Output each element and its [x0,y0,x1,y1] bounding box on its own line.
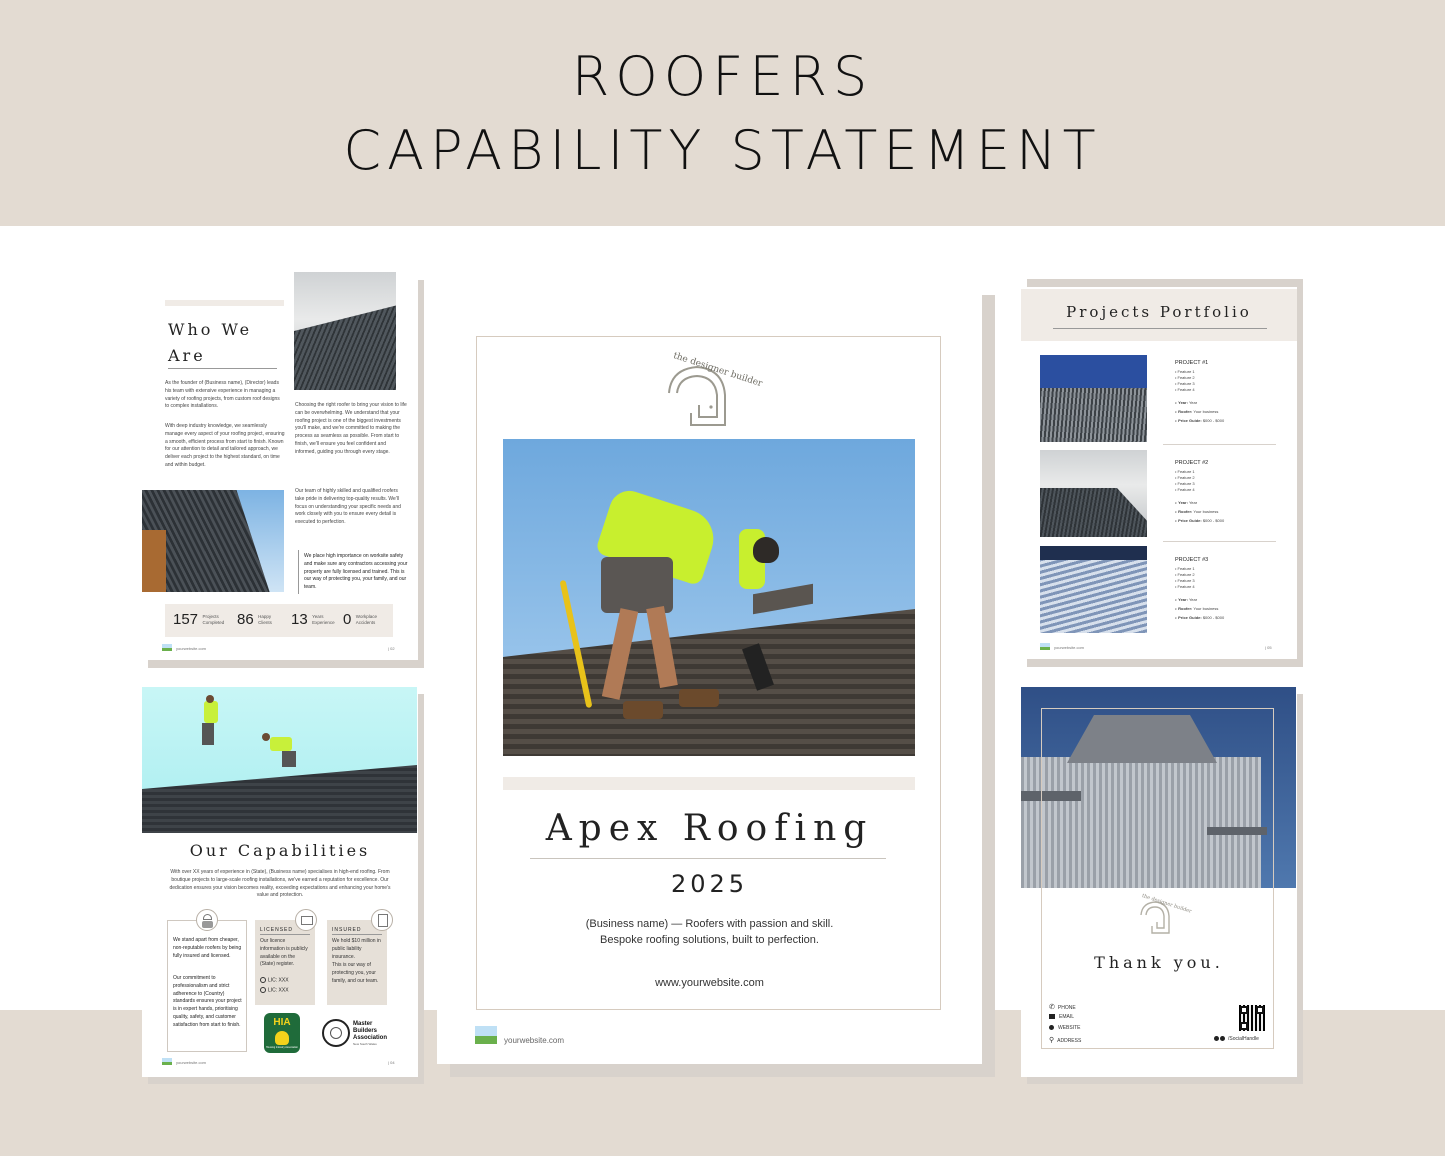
capabilities-heading: Our Capabilities [189,841,371,860]
insured-text1: We hold $10 million in public liability insurance. [332,938,381,960]
thanks-title: Thank you. [1094,953,1224,972]
stat-clients: 86 Happy Clients [237,611,272,628]
phone-icon: ✆ [1049,1004,1055,1011]
quote-rule [298,550,299,594]
accent-bar [165,300,284,306]
licensed-title: LICENSED [260,927,294,933]
who-para4: Our team of highly skilled and qualified roofers take pride in delivering top-quality results. We'll focus on understanding your specific needs and work closely with you to ensure every detail is executed to perfection. [295,488,401,525]
divider [1163,444,1276,445]
header-band [0,0,1445,226]
roof-photo-2 [142,490,284,592]
mba-logo-text: Master Builders Association New South Wales [353,1021,388,1046]
location-pin-icon: ⚲ [1049,1037,1055,1044]
lic-line-1: LIC: XXX [260,977,289,983]
worker-icon [196,909,218,931]
page-number: | 02 [388,646,395,651]
designer-builder-logo: the designer builder [665,355,755,430]
footer-url[interactable]: yourwebsite.com [176,1060,207,1065]
divider [1163,541,1276,542]
who-para1: As the founder of (Business name), (Director) leads his team with extensive experience in managing a variety of roofing projects, from custom roof designs to complex installations. [165,380,280,410]
lic-line-2: LIC: XXX [260,987,289,993]
facebook-icon [1220,1036,1225,1041]
capability-box-main [167,920,247,1052]
cover-year: 2025 [670,870,749,898]
page-thank-you [1021,687,1297,1077]
project-3-photo [1040,546,1147,633]
page-who-we-are [142,272,418,660]
stat-projects: 157 Projects Completed [173,611,225,628]
thanks-frame [1041,708,1274,1049]
footer-logo-icon [162,644,172,651]
certificate-icon [295,909,317,931]
insured-text2: This is our way of protecting you, your family, and our team. [332,962,379,984]
designer-builder-logo-small: the designer builder [1139,895,1187,937]
hia-logo: HIA Housing Industry Association [264,1013,300,1053]
cover-photo-roofer [503,439,915,756]
contact-email[interactable]: EMAIL [1049,1014,1074,1020]
portfolio-heading: Projects Portfolio [1066,303,1252,321]
accent-bar [503,777,915,790]
document-icon [371,909,393,931]
licensed-text: Our licence information is publicly available on the (State) register. [260,938,308,968]
stats-bar [165,604,393,637]
insured-box [327,920,387,1005]
main-title-line1: ROOFERS [571,45,874,108]
contact-address[interactable]: ⚲ ADDRESS [1049,1037,1082,1044]
portfolio-header [1021,289,1297,341]
cover-tagline: (Business name) — Roofers with passion and skill. Bespoke roofing solutions, built to perfection. [585,918,834,946]
box-main-text2: Our commitment to professionalism and strict adherence to (Country) standards ensures your project is in expert hands, prioritising quality, safety, and customer satisfaction from start to finish. [173,975,242,1028]
roof-photo-1 [294,272,396,390]
page-portfolio [1021,287,1297,659]
social-handle[interactable]: /SocialHandle [1214,1036,1259,1042]
footer-logo-icon [1040,643,1050,650]
mba-seal-icon [322,1019,350,1047]
licensed-box [255,920,315,1005]
roofers-photo [142,687,417,833]
stat-accidents: 0 Workplace Accidents [343,611,377,628]
footer-url[interactable]: yourwebsite.com [1054,645,1085,650]
qr-code-icon[interactable] [1239,1005,1265,1031]
footer-url[interactable]: yourwebsite.com [504,1036,565,1045]
title-rule [530,858,886,859]
main-title-line2: CAPABILITY STATEMENT [343,119,1102,182]
who-para3: Choosing the right roofer to bring your vision to life can be overwhelming. We understand that your roofing project is one of the biggest investments you'll make, and we're committed to making the process as seamless as possible. From start to finish, we'll ensure you feel confident and informed, guiding you through every stage. [295,402,407,455]
page-cover [437,280,982,1064]
contact-website[interactable]: WEBSITE [1049,1025,1081,1031]
insured-title: INSURED [332,927,362,933]
page-number: | 04 [388,1060,395,1065]
project-1-photo [1040,355,1147,442]
cover-website[interactable]: www.yourwebsite.com [655,977,764,989]
project-1-details: PROJECT #1 • Feature 1 • Feature 2 • Feature 3 • Feature 4 ▹ Year: Year ▹ Roofer: Your business ▹ Price Guide: $000 - $000 [1175,360,1225,423]
box-main-text1: We stand apart from cheaper, non-reputable roofers by being fully insured and licensed. [173,937,242,959]
contact-phone[interactable]: ✆ PHONE [1049,1004,1076,1011]
who-para2: With deep industry knowledge, we seamlessly manage every aspect of your roofing project, ensuring a smooth, efficient process from start to finish. Known for our attention to detail and tailored approach, we deliver each project to the highest standard, on time and within budget. [165,423,285,468]
globe-icon [1049,1025,1054,1030]
project-3-details: PROJECT #3 • Feature 1 • Feature 2 • Feature 3 • Feature 4 ▹ Year: Year ▹ Roofer: Your business ▹ Price Guide: $000 - $000 [1175,557,1225,620]
project-2-details: PROJECT #2 • Feature 1 • Feature 2 • Feature 3 • Feature 4 ▹ Year: Year ▹ Roofer: Your business ▹ Price Guide: $000 - $000 [1175,460,1225,523]
footer-url[interactable]: yourwebsite.com [176,646,207,651]
cover-title: Apex Roofing [545,808,874,849]
footer-logo-icon [475,1026,497,1044]
project-2-photo [1040,450,1147,537]
divider [168,368,277,369]
stat-years: 13 Years Experience [291,611,335,628]
page-number: | 05 [1265,645,1272,650]
capabilities-intro: With over XX years of experience in (State), (Business name) specialises in high-end roofing. From boutique projects to large-scale roofing installations, we've earned a reputation for excellence. Our dedication ensures your vision becomes reality, exceeding expectations and enhancing your home's value and protection. [169,869,391,899]
instagram-icon [1214,1036,1219,1041]
email-icon [1049,1014,1055,1019]
page-capabilities [142,687,418,1077]
who-heading: Who We Are [168,320,253,365]
who-quote: We place high importance on worksite safety and make sure any contractors accessing your property are fully licensed and trained. This is our way of protecting you, your family, and our team. [304,553,408,590]
footer-logo-icon [162,1058,172,1065]
